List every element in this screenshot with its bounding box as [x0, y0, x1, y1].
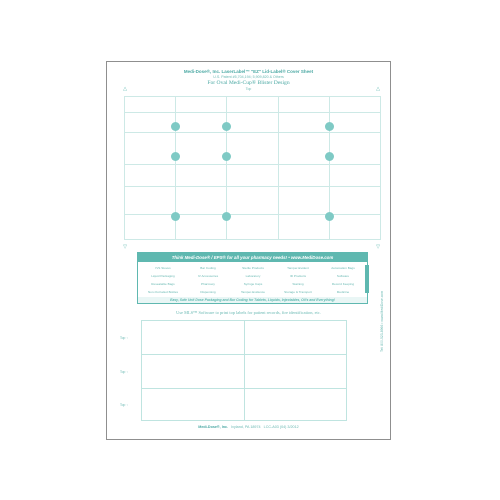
- cover-sheet: [106, 61, 391, 440]
- lid-label-area: [141, 320, 347, 421]
- registration-mark-bottom-right: ▽: [376, 244, 380, 250]
- sheet-footer: [107, 425, 390, 429]
- product-item: Staining: [292, 282, 304, 286]
- grid-line: [124, 164, 381, 165]
- blister-dot: [171, 212, 180, 221]
- promo-banner: [137, 252, 368, 304]
- product-item: Tamper-Evident: [287, 266, 309, 270]
- sheet-title: Medi-Dose®, Inc. LaserLabel™ "EZ" Lid-Label® Cover Sheet: [183, 69, 314, 74]
- registration-mark-bottom-left: ▽: [123, 244, 127, 250]
- product-item: Software: [336, 274, 350, 278]
- patent-line: U.S. Patent #5,704,194; 5,909,820 & Others: [213, 75, 284, 79]
- footer-code: LCC-A03 (04) 3/2012: [263, 425, 299, 429]
- registration-mark-top-right: △: [376, 86, 380, 92]
- product-item: Sterile Products: [242, 266, 264, 270]
- grid-border: [124, 96, 381, 240]
- product-item: IV Accessories: [197, 274, 219, 278]
- banner-headline: Think Medi-Dose® / EPS® for all your pharmacy needs! • www.MediDose.com: [138, 253, 367, 262]
- product-item: ID Products: [289, 274, 307, 278]
- grid-line: [278, 96, 279, 240]
- product-item: IVS Stoves: [155, 266, 171, 270]
- blister-dot: [222, 212, 231, 221]
- registration-mark-top-left: △: [123, 86, 127, 92]
- product-item: Non-Occluded Bottles: [147, 290, 179, 294]
- blister-dot: [171, 152, 180, 161]
- grid-line: [124, 132, 381, 133]
- product-item: Liquid Packaging: [151, 274, 175, 278]
- product-item: Bar Coding: [200, 266, 216, 270]
- grid-line: [124, 112, 381, 113]
- blister-dot: [222, 152, 231, 161]
- lid-divider: [244, 321, 245, 420]
- grid-line: [124, 186, 381, 187]
- product-item: Automation Bags: [331, 266, 355, 270]
- product-item: Syringe Caps: [243, 282, 263, 286]
- side-contact-text: Tel: 800-523-8966 • www.MediDose.com: [380, 290, 384, 352]
- product-item: Medicine: [336, 290, 350, 294]
- lid-label-marker: Top ↑: [120, 370, 128, 374]
- grid-line: [124, 214, 381, 215]
- lid-label-marker: Top ↑: [120, 336, 128, 340]
- product-item: Resealable Bags: [151, 282, 175, 286]
- lid-label-marker: Top ↑: [120, 403, 128, 407]
- product-item: Storage & Transport: [284, 290, 312, 294]
- top-indicator: Top: [245, 87, 252, 91]
- product-item: Pharmacy: [201, 282, 215, 286]
- product-item: Record Keeping: [331, 282, 355, 286]
- product-item: Laboratory: [245, 274, 261, 278]
- instructions-text: Use MLS™ Software to print top labels for patient records, fire identification, etc.: [176, 310, 321, 315]
- blister-dot: [325, 212, 334, 221]
- blister-dot: [325, 152, 334, 161]
- footer-address: Ivyland, PA 18974: [231, 425, 261, 429]
- product-item: Dispensing: [200, 290, 216, 294]
- design-title: For Oval Medi-Cup® Blister Design: [207, 80, 290, 86]
- blister-dot: [222, 122, 231, 131]
- footer-company: Medi-Dose®, Inc.: [198, 425, 229, 429]
- blister-grid: [124, 96, 381, 240]
- blister-dot: [171, 122, 180, 131]
- product-item: Tamper-Evidence: [240, 290, 266, 294]
- blister-dot: [325, 122, 334, 131]
- banner-footer: Easy, Safe Unit Dose Packaging and Bar Coding for Tablets, Liquids, Injectables, Oil's and Everything!: [138, 297, 367, 303]
